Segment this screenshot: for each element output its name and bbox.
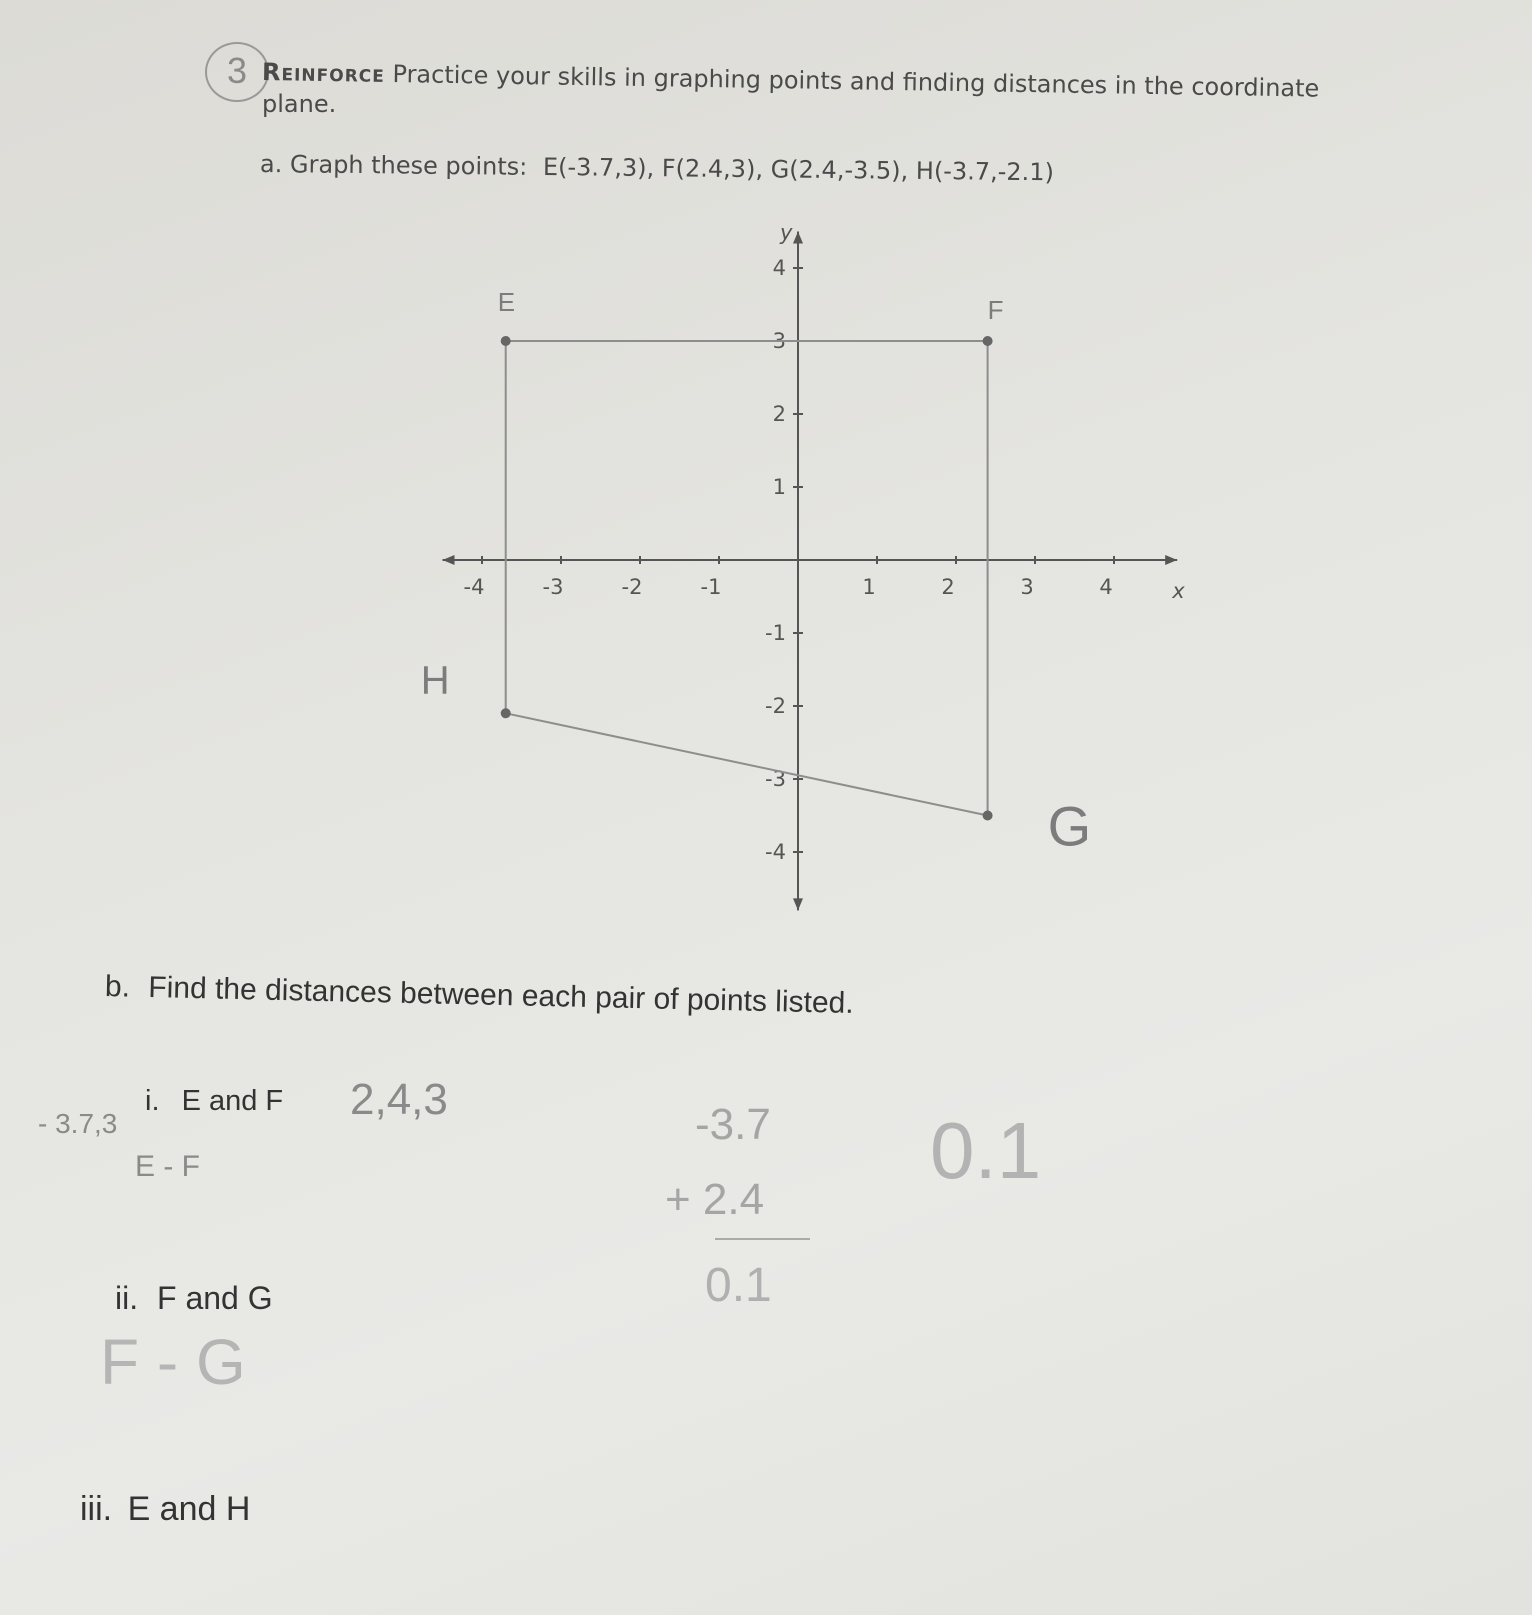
point-f [983, 336, 993, 346]
point-label-h: H [420, 658, 450, 703]
y-tick-label: -4 [765, 840, 786, 864]
x-tick-label: -2 [621, 575, 643, 599]
point-e [501, 336, 511, 346]
question-label: E and H [127, 1490, 251, 1528]
part-a-prefix: a. [259, 150, 283, 179]
question-label: F and G [157, 1280, 273, 1316]
question-ef [145, 1085, 283, 1118]
handwritten-calc-result: 0.1 [705, 1259, 772, 1312]
handwritten-e-minus-f: E - F [135, 1150, 200, 1183]
x-arrow-right [1165, 555, 1177, 565]
x-tick-label: -3 [542, 575, 564, 599]
y-tick-label: 2 [772, 402, 786, 426]
x-tick-label: 4 [1099, 575, 1113, 599]
question-number: iii. [80, 1490, 113, 1528]
heading-text: Practice your skills in graphing points and finding distances in the coordinate [392, 60, 1320, 103]
x-arrow-left [443, 555, 455, 565]
handwritten-calc-top: -3.7 [695, 1100, 771, 1149]
handwritten-side-note: 0.1 [930, 1106, 1042, 1195]
point-h [501, 708, 511, 718]
handwritten-f-minus-g: F - G [100, 1326, 246, 1398]
y-tick-label: -2 [765, 694, 786, 718]
handwritten-ef-coords: 2,4,3 [350, 1075, 448, 1124]
calc-underline [715, 1238, 810, 1240]
y-arrow-down [793, 898, 803, 910]
point-label-e: E [497, 287, 516, 317]
question-number: ii. [115, 1280, 139, 1316]
x-tick-label: 1 [862, 575, 876, 599]
heading-label: Reinforce [261, 58, 386, 88]
y-tick-label: 1 [772, 475, 786, 499]
question-fg [115, 1280, 273, 1317]
y-tick-label: 3 [772, 329, 786, 353]
question-label: E and F [181, 1085, 284, 1117]
point-label-g: G [1047, 794, 1092, 858]
problem-number-circle: 3 [205, 42, 269, 102]
pencil-rectangle [506, 341, 988, 816]
x-tick-label: 3 [1020, 575, 1034, 599]
question-eh [80, 1490, 250, 1529]
part-a-points: E(-3.7,3), F(2.4,3), G(2.4,-3.5), H(-3.7,-2.1) [542, 152, 1055, 187]
x-tick-label: -4 [463, 575, 485, 599]
y-tick-label: -3 [765, 767, 786, 791]
y-arrow-up [793, 232, 803, 244]
part-b-text: Find the distances between each pair of points listed. [148, 970, 855, 1020]
part-b-prefix: b. [104, 970, 131, 1004]
part-a-text: Graph these points: [289, 150, 528, 181]
x-tick-label: 2 [941, 575, 955, 599]
point-g [983, 811, 993, 821]
handwritten-calc-mid: + 2.4 [665, 1175, 765, 1224]
question-number: i. [145, 1085, 160, 1117]
heading-continuation: plane. [262, 90, 337, 118]
x-tick-label: -1 [700, 575, 722, 599]
handwritten-e-coords: - 3.7,3 [38, 1108, 118, 1139]
x-axis-label: x [1172, 579, 1185, 603]
point-label-f: F [987, 295, 1004, 325]
y-axis-label: y [780, 220, 793, 245]
y-tick-label: 4 [772, 256, 786, 280]
y-tick-label: -1 [765, 621, 786, 645]
